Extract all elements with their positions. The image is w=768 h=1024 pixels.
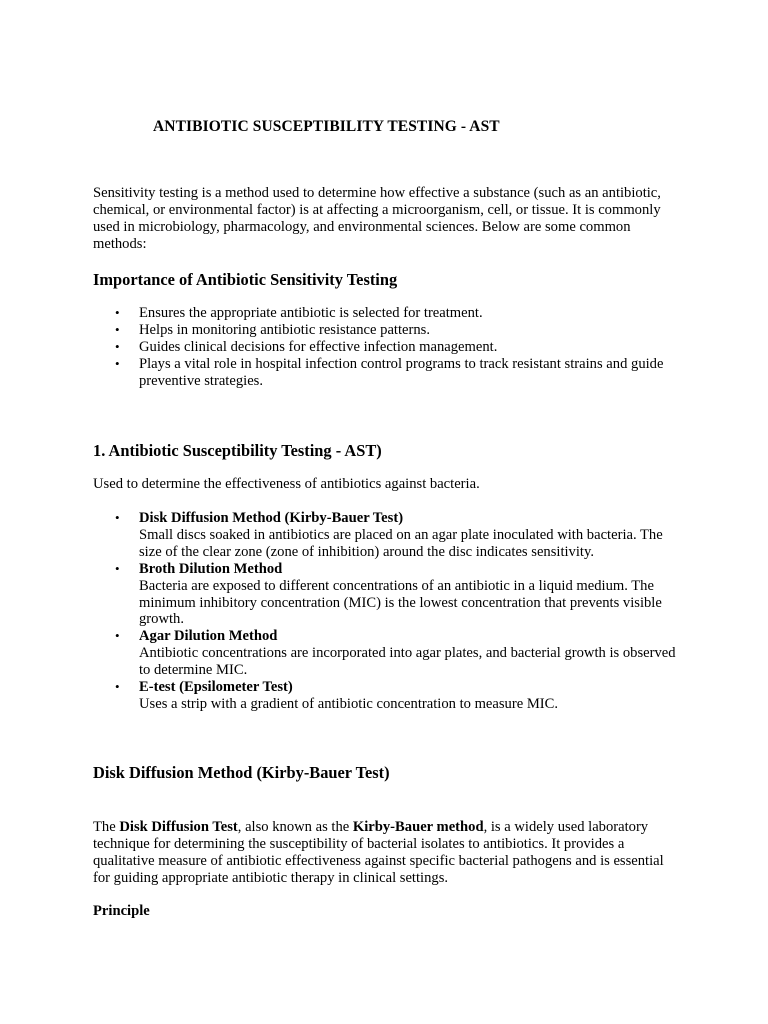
paragraph-text: , is a widely used laboratory technique for determining the susceptibility of bacterial isolates to antibiotics. It provides a qualitative measure of antibiotic effectiveness against specific bacterial pathogens and is essential for guiding appropriate antibiotic therapy in clinical settings. xyxy=(93,819,664,886)
list-item xyxy=(93,322,683,339)
method-description: Bacteria are exposed to different concentrations of an antibiotic in a liquid medium. The minimum inhibitory concentration (MIC) is the lowest concentration that prevents visible growth. xyxy=(139,577,662,628)
paragraph-bold-term: Kirby-Bauer method xyxy=(352,819,484,835)
bullet-icon: • xyxy=(115,305,120,320)
method-name: Agar Dilution Method xyxy=(139,628,278,645)
list-item xyxy=(93,305,683,322)
list-item xyxy=(93,561,683,629)
method-name: Disk Diffusion Method (Kirby-Bauer Test) xyxy=(139,510,404,526)
list-item-text: Ensures the appropriate antibiotic is selected for treatment. xyxy=(139,305,483,321)
bullet-icon: • xyxy=(115,510,120,525)
ast-methods-list xyxy=(93,510,683,713)
method-description: Antibiotic concentrations are incorporated into agar plates, and bacterial growth is observed to determine MIC. xyxy=(139,645,676,679)
list-item xyxy=(93,339,683,356)
document-title: ANTIBIOTIC SUSCEPTIBILITY TESTING - AST xyxy=(153,118,500,135)
ast-section-heading: 1. Antibiotic Susceptibility Testing - AST) xyxy=(93,441,382,460)
bullet-icon: • xyxy=(115,321,120,337)
disk-diffusion-heading: Disk Diffusion Method (Kirby-Bauer Test) xyxy=(93,763,390,782)
method-name: Broth Dilution Method xyxy=(139,560,283,577)
list-item xyxy=(93,510,683,561)
list-item-text: Plays a vital role in hospital infection control programs to track resistant strains and guide preventive strategies. xyxy=(139,355,664,389)
method-name: E-test (Epsilometer Test) xyxy=(139,679,293,696)
bullet-icon: • xyxy=(115,338,120,354)
list-item-text: Guides clinical decisions for effective infection management. xyxy=(139,338,498,355)
intro-paragraph: Sensitivity testing is a method used to determine how effective a substance (such as an antibiotic, chemical, or environmental factor) is at affecting a microorganism, cell, or tissue. It is commonly used in microbiology, pharmacology, and environmental sciences. Below are some common methods: xyxy=(93,185,661,252)
ast-section-intro: Used to determine the effectiveness of antibiotics against bacteria. xyxy=(93,476,480,492)
principle-label: Principle xyxy=(93,903,150,919)
bullet-icon: • xyxy=(115,679,120,695)
bullet-icon: • xyxy=(115,355,120,371)
method-description: Small discs soaked in antibiotics are placed on an agar plate inoculated with bacteria. The size of the clear zone (zone of inhibition) around the disc indicates sensitivity. xyxy=(139,526,663,560)
list-item-text: Helps in monitoring antibiotic resistance patterns. xyxy=(139,321,430,338)
bullet-icon: • xyxy=(115,628,120,644)
bullet-icon: • xyxy=(115,560,120,576)
list-item xyxy=(93,628,683,679)
importance-heading: Importance of Antibiotic Sensitivity Testing xyxy=(93,270,398,289)
importance-list xyxy=(93,305,683,390)
paragraph-text: , also known as the xyxy=(237,819,353,835)
paragraph-text: The xyxy=(93,819,120,835)
disk-diffusion-paragraph xyxy=(93,819,683,887)
paragraph-bold-term: Disk Diffusion Test xyxy=(119,819,238,835)
list-item xyxy=(93,679,683,713)
list-item xyxy=(93,356,683,390)
method-description: Uses a strip with a gradient of antibiotic concentration to measure MIC. xyxy=(139,695,559,712)
